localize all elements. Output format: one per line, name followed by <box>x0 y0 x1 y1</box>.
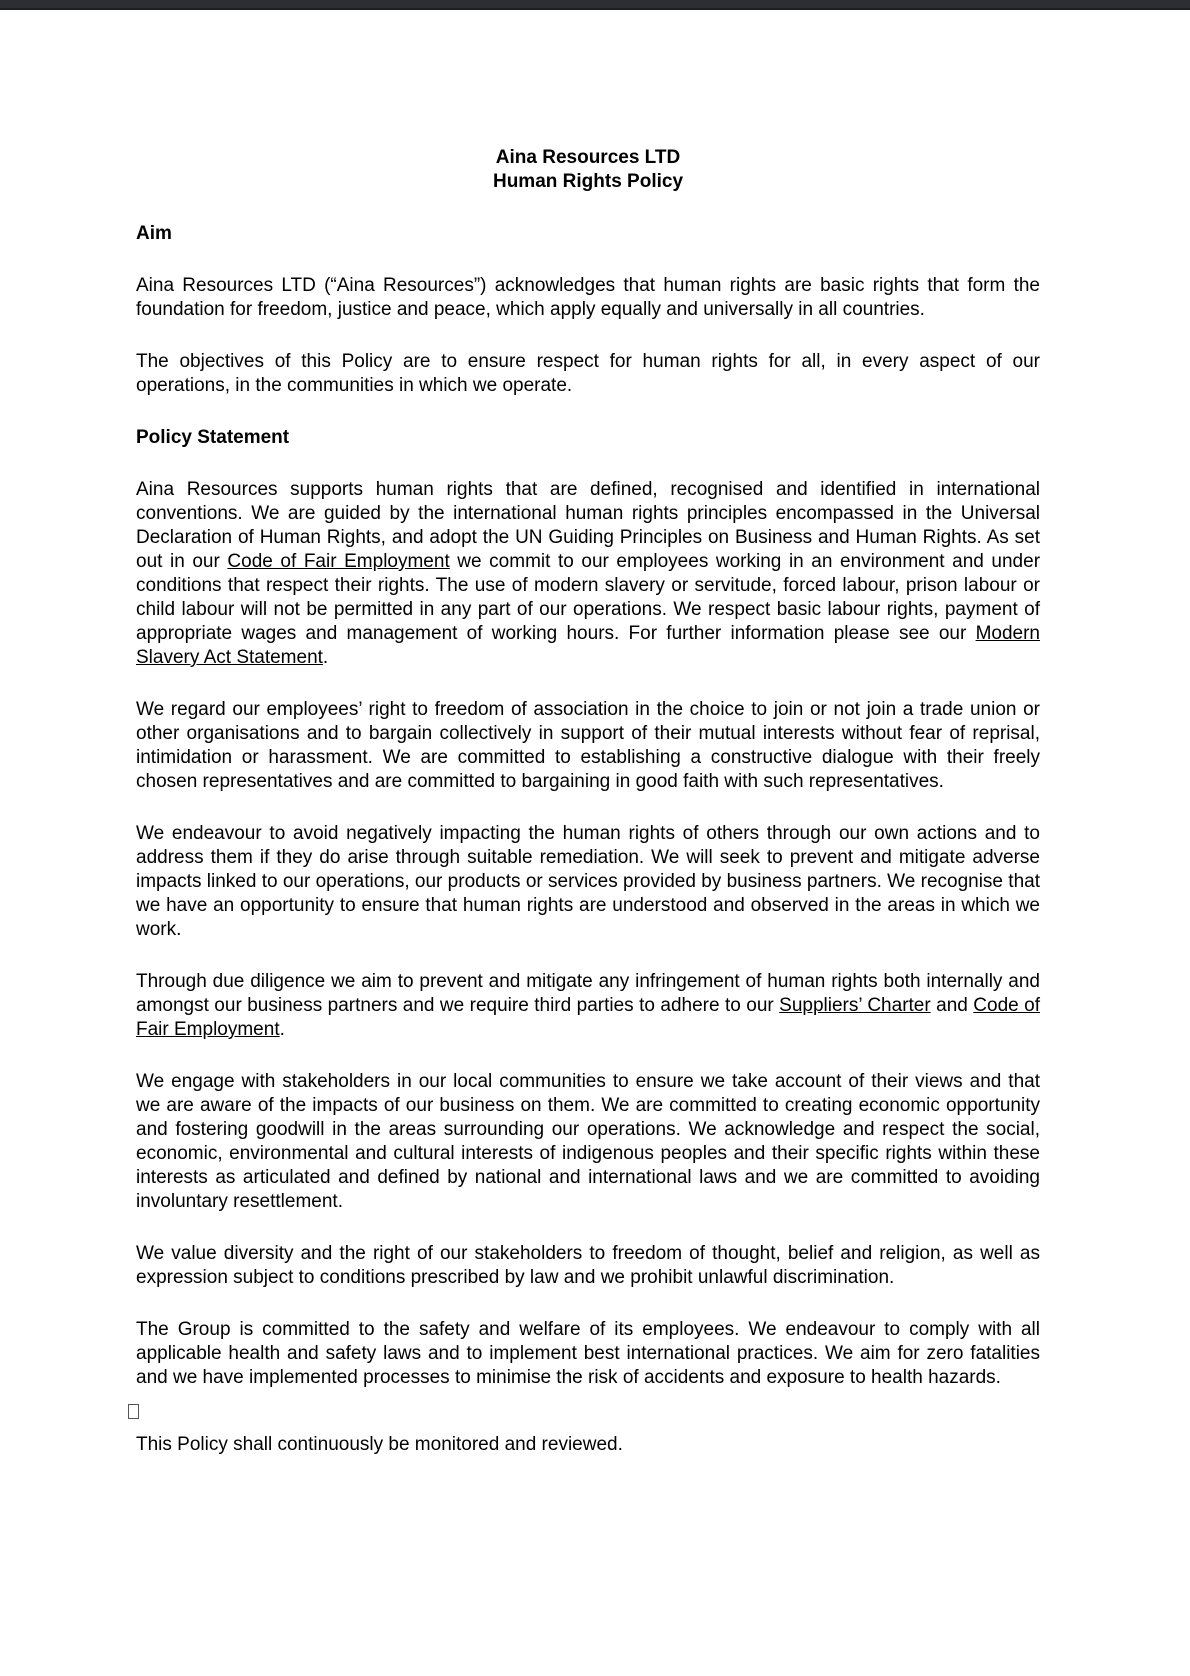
document-page <box>136 146 1040 1485</box>
code-of-fair-employment-link[interactable]: Code of Fair Employment <box>227 551 450 572</box>
policy-paragraph-1 <box>136 478 1040 670</box>
aim-heading: Aim <box>136 223 172 244</box>
text-segment: . <box>279 1019 285 1040</box>
policy-paragraph-2: We regard our employees’ right to freedom of association in the choice to join or not join a trade union or other organisations and to bargain collectively in support of their mutual interests without fear of reprisal, intimidation or harassment. We are committed to establishing a constructive dialogue with their freely chosen representatives and are committed to bargaining in good faith with such representatives. <box>136 699 1040 792</box>
document-title-block <box>136 146 1040 194</box>
text-segment: Through due diligence we aim to prevent and mitigate any infringement of human rights both internally and amongst our business partners and we require third parties to adhere to our <box>136 971 1040 1016</box>
policy-paragraph-8: This Policy shall continuously be monitored and reviewed. <box>136 1434 623 1455</box>
policy-paragraph-6: We value diversity and the right of our stakeholders to freedom of thought, belief and religion, as well as expression subject to conditions prescribed by law and we prohibit unlawful discrimination. <box>136 1243 1040 1288</box>
window-top-bar <box>0 0 1190 8</box>
policy-paragraph-7: The Group is committed to the safety and welfare of its employees. We endeavour to comply with all applicable health and safety laws and to implement best international practices. We aim for zero fatalities and we have implemented processes to minimise the risk of accidents and exposure to health hazards. <box>136 1319 1040 1388</box>
aim-paragraph-1: Aina Resources LTD (“Aina Resources”) acknowledges that human rights are basic rights that form the foundation for freedom, justice and peace, which apply equally and universally in all countries. <box>136 275 1040 320</box>
policy-statement-heading: Policy Statement <box>136 427 290 448</box>
document-title: Human Rights Policy <box>492 171 684 192</box>
text-segment: Aina Resources supports human rights that are defined, recognised and identified in international conventions. We are guided by the international human rights principles encompassed in the Universal Declaration of Human Rights, and adopt the UN Guiding Principles on Business and Human Rights. As set out in our <box>136 479 1040 572</box>
text-segment: and <box>930 995 974 1016</box>
window-top-bar-edge <box>0 8 1190 10</box>
suppliers-charter-link[interactable]: Suppliers’ Charter <box>779 995 931 1016</box>
missing-glyph-box-icon <box>128 1404 139 1419</box>
aim-paragraph-2: The objectives of this Policy are to ensure respect for human rights for all, in every aspect of our operations, in the communities in which we operate. <box>136 351 1040 396</box>
text-segment: . <box>322 647 329 668</box>
text-segment: we commit to our employees working in an environment and under conditions that respect their rights. The use of modern slavery or servitude, forced labour, prison labour or child labour will not be permitted in any part of our operations. We respect basic labour rights, payment of appropriate wages and management of working hours. For further information please see our <box>136 551 1041 644</box>
policy-paragraph-3: We endeavour to avoid negatively impacting the human rights of others through our own actions and to address them if they do arise through suitable remediation. We will seek to prevent and mitigate adverse impacts linked to our operations, our products or services provided by business partners. We recognise that we have an opportunity to ensure that human rights are understood and observed in the areas in which we work. <box>136 823 1040 940</box>
code-of-fair-employment-link[interactable]: Code of Fair Employment <box>136 995 1040 1040</box>
company-name: Aina Resources LTD <box>495 147 681 168</box>
policy-paragraph-5: We engage with stakeholders in our local communities to ensure we take account of their views and that we are aware of the impacts of our business on them. We are committed to creating economic opportunity and fostering goodwill in the areas surrounding our operations. We acknowledge and respect the social, economic, environmental and cultural interests of indigenous peoples and their specific rights within these interests as articulated and defined by national and international laws and we are committed to avoiding involuntary resettlement. <box>136 1071 1040 1212</box>
modern-slavery-act-statement-link[interactable]: Modern Slavery Act Statement <box>136 623 1040 668</box>
policy-paragraph-4 <box>136 970 1040 1042</box>
